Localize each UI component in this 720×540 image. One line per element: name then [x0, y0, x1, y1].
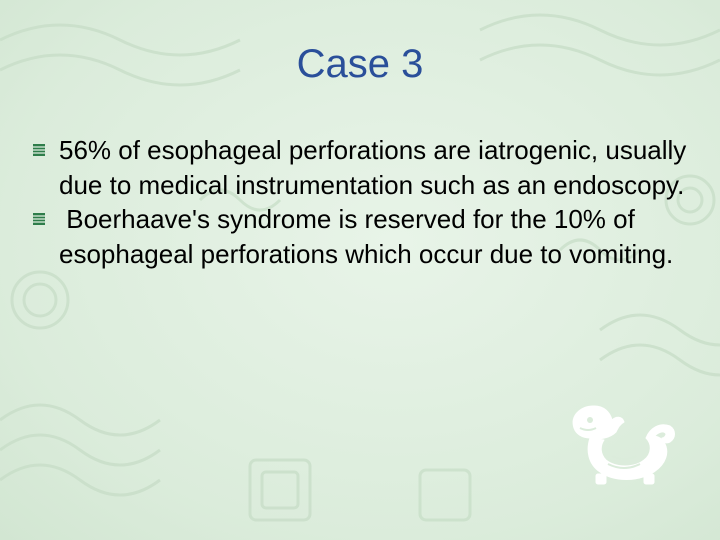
bullet-text: Boerhaave's syndrome is reserved for the 10% of esophageal perforations which occur due to vomiting.	[59, 204, 674, 269]
bullet-item	[32, 202, 702, 271]
bullet-item	[32, 133, 702, 202]
bullet-list	[32, 133, 702, 271]
square-bullet-icon	[32, 212, 46, 226]
bullet-text: 56% of esophageal perforations are iatrogenic, usually due to medical instrumentation such as an endoscopy.	[59, 135, 687, 200]
dragon-emblem-icon	[560, 398, 680, 490]
slide-title: Case 3	[296, 42, 424, 86]
square-bullet-icon	[32, 143, 46, 157]
